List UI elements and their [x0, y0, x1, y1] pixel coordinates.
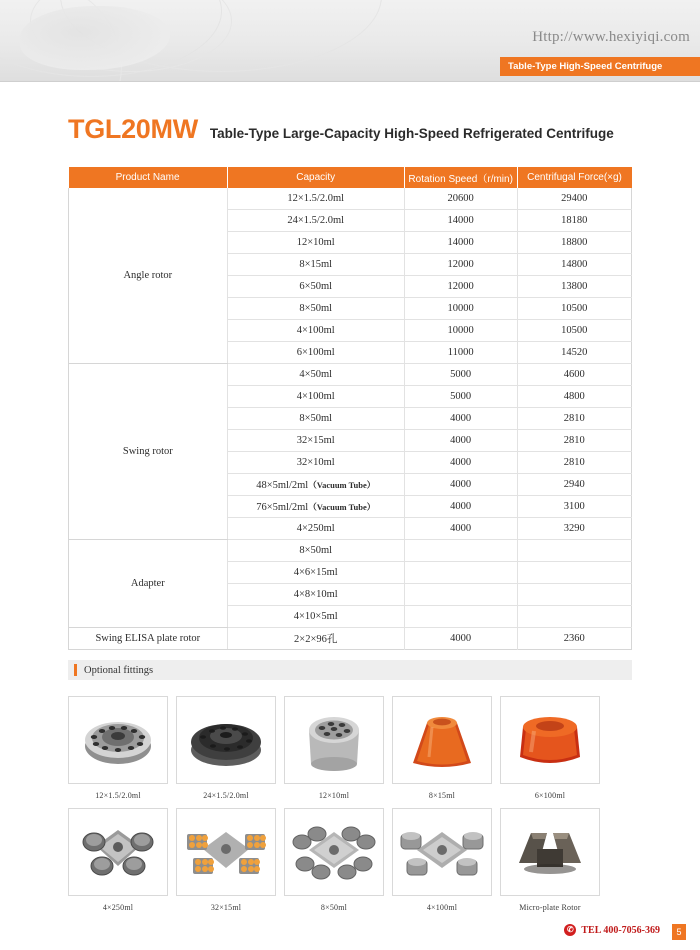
cell-centrifugal-force: 4600 — [517, 364, 631, 386]
fitting-item — [68, 808, 168, 912]
fitting-caption: 8×15ml — [428, 791, 456, 800]
cell-rotation-speed: 4000 — [404, 628, 517, 650]
cell-rotation-speed: 20600 — [404, 188, 517, 210]
table-row — [69, 364, 632, 386]
cell-rotation-speed: 5000 — [404, 364, 517, 386]
table-row — [69, 188, 632, 210]
swing-rotor-4x250-icon — [68, 808, 168, 896]
micro-plate-rotor-icon — [500, 808, 600, 896]
cell-capacity: 6×50ml — [227, 276, 404, 298]
rotor-group-name: Swing ELISA plate rotor — [69, 628, 228, 650]
cell-capacity: 8×15ml — [227, 254, 404, 276]
page-number: 5 — [672, 924, 686, 940]
fitting-caption: 24×1.5/2.0ml — [203, 791, 249, 800]
cell-rotation-speed: 5000 — [404, 386, 517, 408]
cell-rotation-speed: 4000 — [404, 474, 517, 496]
spec-table-body — [69, 188, 632, 650]
fitting-item — [68, 696, 168, 800]
cell-rotation-speed: 11000 — [404, 342, 517, 364]
cell-centrifugal-force — [517, 584, 631, 606]
cell-rotation-speed — [404, 540, 517, 562]
cell-centrifugal-force: 3100 — [517, 496, 631, 518]
cell-rotation-speed: 4000 — [404, 452, 517, 474]
cell-capacity: 8×50ml — [227, 540, 404, 562]
cell-centrifugal-force: 2360 — [563, 633, 585, 644]
cell-capacity: 4×100ml — [227, 386, 404, 408]
col-centrifugal-force: Centrifugal Force(×g) — [517, 167, 631, 188]
fitting-caption: 12×10ml — [318, 791, 350, 800]
swing-rotor-8x50-icon — [284, 808, 384, 896]
cell-rotation-speed: 10000 — [404, 320, 517, 342]
cell-rotation-speed: 4000 — [404, 408, 517, 430]
cell-centrifugal-force: 10500 — [517, 298, 631, 320]
cell-rotation-speed — [404, 562, 517, 584]
cell-centrifugal-force: 4800 — [517, 386, 631, 408]
cell-capacity: 48×5ml/2ml（Vacuum Tube） — [227, 474, 404, 496]
cell-capacity: 32×10ml — [227, 452, 404, 474]
cell-centrifugal-force — [517, 606, 631, 628]
fitting-item — [500, 808, 600, 912]
cell-rotation-speed — [404, 584, 517, 606]
cell-centrifugal-force: 10500 — [517, 320, 631, 342]
cell-capacity: 6×100ml — [227, 342, 404, 364]
cell-centrifugal-force: 2810 — [517, 408, 631, 430]
fitting-caption: 8×50ml — [320, 903, 348, 912]
fitting-caption: 4×100ml — [426, 903, 458, 912]
table-row — [69, 628, 632, 650]
cell-centrifugal-force: 14800 — [517, 254, 631, 276]
page-header — [0, 0, 700, 82]
fitting-item — [176, 808, 276, 912]
rotor-group-name: Angle rotor — [69, 188, 228, 364]
cell-rotation-speed — [404, 606, 517, 628]
cell-capacity: 24×1.5/2.0ml — [227, 210, 404, 232]
cell-capacity: 4×8×10ml — [227, 584, 404, 606]
cell-rotation-speed: 4000 — [404, 518, 517, 540]
cell-capacity: 76×5ml/2ml（Vacuum Tube） — [227, 496, 404, 518]
cell-capacity: 12×1.5/2.0ml — [227, 188, 404, 210]
fitting-caption: 6×100ml — [534, 791, 566, 800]
cell-rotation-speed: 4000 — [404, 496, 517, 518]
product-description: Table-Type Large-Capacity High-Speed Refrigerated Centrifuge — [209, 126, 614, 141]
rotor-lid-red-icon — [500, 696, 600, 784]
cell-centrifugal-force: 29400 — [517, 188, 631, 210]
optional-fittings-bar — [68, 660, 632, 680]
cell-capacity: 4×6×15ml — [227, 562, 404, 584]
cell-centrifugal-force: 13800 — [517, 276, 631, 298]
page-title — [68, 114, 700, 145]
fitting-item — [284, 696, 384, 800]
cell-capacity: 32×15ml — [227, 430, 404, 452]
cell-rotation-speed: 12000 — [404, 254, 517, 276]
cell-rotation-speed: 12000 — [404, 276, 517, 298]
cell-centrifugal-force: 18180 — [517, 210, 631, 232]
cell-centrifugal-force: 14520 — [517, 342, 631, 364]
angle-rotor-24-holes-icon — [68, 696, 168, 784]
fitting-caption: Micro-plate Rotor — [519, 903, 581, 912]
cell-capacity: 4×250ml — [227, 518, 404, 540]
rotor-group-name: Swing rotor — [69, 364, 228, 540]
optional-fittings-grid — [68, 696, 634, 912]
cell-capacity: 8×50ml — [227, 298, 404, 320]
fitting-item — [500, 696, 600, 800]
fitting-item — [392, 808, 492, 912]
fitting-caption: 32×15ml — [210, 903, 242, 912]
col-rotation-speed: Rotation Speed（r/min) — [404, 167, 517, 188]
cell-capacity: 4×50ml — [227, 364, 404, 386]
optional-fittings-label: Optional fittings — [84, 664, 154, 676]
product-model: TGL20MW — [68, 114, 198, 144]
fitting-item — [176, 696, 276, 800]
cell-centrifugal-force: 2810 — [517, 430, 631, 452]
table-row — [69, 540, 632, 562]
fitting-caption: 4×250ml — [102, 903, 134, 912]
swing-rotor-4x100-icon — [392, 808, 492, 896]
spec-table-wrapper — [68, 167, 632, 650]
website-url: Http://www.hexiyiqi.com — [532, 29, 690, 45]
swing-rotor-32x15-icon — [176, 808, 276, 896]
fitting-caption: 12×1.5/2.0ml — [95, 791, 141, 800]
header-category-badge: Table-Type High-Speed Centrifuge — [500, 57, 700, 76]
cell-capacity: 8×50ml — [227, 408, 404, 430]
spec-table — [68, 167, 632, 650]
cell-capacity: 4×10×5ml — [227, 606, 404, 628]
col-capacity: Capacity — [227, 167, 404, 188]
telephone-text: TEL 400-7056-369 — [581, 924, 660, 936]
fitting-item — [392, 696, 492, 800]
angle-rotor-dark-icon — [176, 696, 276, 784]
table-header-row — [69, 167, 632, 188]
cell-centrifugal-force: 18800 — [517, 232, 631, 254]
cell-centrifugal-force: 2810 — [517, 452, 631, 474]
phone-icon: ✆ — [564, 924, 576, 936]
bar-accent-tick — [74, 664, 77, 676]
page-footer — [0, 914, 700, 950]
cell-centrifugal-force — [517, 562, 631, 584]
contact-telephone — [564, 924, 660, 936]
cell-centrifugal-force: 3290 — [517, 518, 631, 540]
fitting-item — [284, 808, 384, 912]
rotor-lid-orange-low-icon — [392, 696, 492, 784]
cell-capacity: 4×100ml — [227, 320, 404, 342]
cell-rotation-speed: 4000 — [404, 430, 517, 452]
angle-rotor-grey-icon — [284, 696, 384, 784]
spec-table-head — [69, 167, 632, 188]
cell-rotation-speed: 14000 — [404, 232, 517, 254]
cell-rotation-speed: 14000 — [404, 210, 517, 232]
cell-centrifugal-force — [517, 540, 631, 562]
cell-capacity: 12×10ml — [227, 232, 404, 254]
cell-capacity: 2×2×96孔 — [227, 628, 404, 650]
rotor-group-name: Adapter — [69, 540, 228, 628]
col-product-name: Product Name — [69, 167, 228, 188]
header-divider — [0, 81, 700, 82]
cell-centrifugal-force: 2940 — [517, 474, 631, 496]
cell-rotation-speed: 10000 — [404, 298, 517, 320]
